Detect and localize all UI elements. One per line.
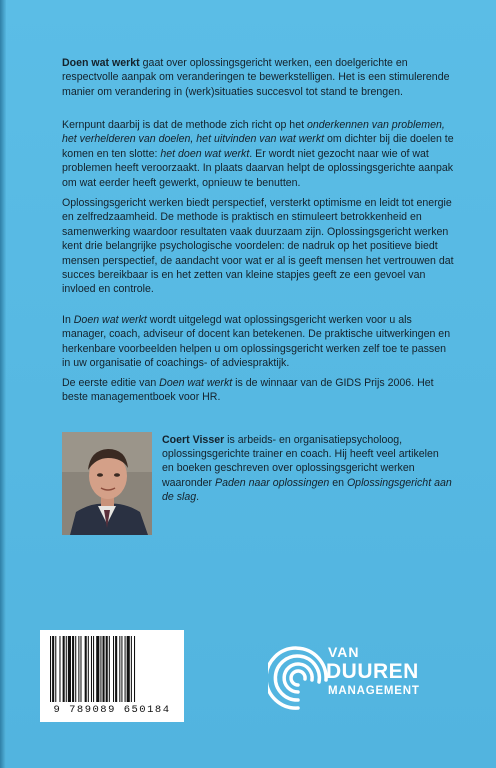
barcode-bar: [93, 636, 94, 702]
award-text-lead: De eerste editie van: [62, 377, 160, 389]
isbn-barcode: [40, 630, 184, 722]
intro-paragraph: [62, 56, 456, 99]
author-portrait-image: [62, 432, 152, 535]
barcode-bar: [121, 636, 122, 702]
book-title-bold: Doen wat werkt: [62, 57, 140, 69]
method-text-lead: Kernpunt daarbij is dat de methode zich richt op het: [62, 119, 307, 131]
barcode-bar: [50, 636, 51, 702]
barcode-bar: [91, 636, 92, 702]
barcode-bar: [52, 636, 54, 702]
intro-text: gaat over oplossingsgericht werken, een doelgerichte en respectvolle aanpak om veranderingen te bewerkstelligen. Het is een stimulerende manier om verandering in (werk)situaties succesvol tot stand te brengen.: [62, 57, 450, 98]
barcode-bar: [131, 636, 132, 702]
audience-text-tail: wordt uitgelegd wat oplossingsgericht werken voor u als manager, coach, adviseur of docent kan betekenen. De praktische uitwerkingen en herkenbare voorbeelden helpen u om oplossingsgericht werken zelf toe te passen in uw organisatie of coachings- of adviespraktijk.: [62, 314, 451, 370]
barcode-bar: [96, 636, 99, 702]
logo-management: MANAGEMENT: [328, 685, 420, 697]
barcode-bar: [75, 636, 76, 702]
author-bio: [162, 433, 452, 504]
author-bio-conj: en: [329, 476, 347, 489]
barcode-bar: [109, 636, 110, 702]
barcode-bar: [85, 636, 87, 702]
award-book-title: Doen wat werkt: [159, 377, 233, 389]
barcode-bar: [100, 636, 101, 702]
author-book-1: Paden naar oplossingen: [215, 476, 330, 489]
barcode-bar: [80, 636, 81, 702]
benefits-paragraph: Oplossingsgericht werken biedt perspectief, versterkt optimisme en leidt tot energie en zelfredzaamheid. De methode is praktisch en stimuleert betrokkenheid en samenwerking waardoor resultaten vaak duurzaam zijn. Oplossingsgericht werken kent drie belangrijke psychologische voordelen: de nadruk op het positieve biedt mensen perspectief, de aandacht voor wat er al is geeft mensen het vertrouwen dat succes bereikbaar is en het zetten van kleine stapjes geeft ze een gevoel van invloed en controle.: [62, 197, 454, 296]
method-text-italic-1: onderkennen van problemen, het verhelderen van doelen, het uitvinden van wat werkt: [62, 119, 445, 146]
barcode-bar: [127, 636, 130, 702]
isbn-number: 9 789089 650184: [53, 704, 171, 716]
barcode-bar: [119, 636, 120, 702]
logo-van: VAN: [328, 644, 360, 660]
barcode-bar: [55, 636, 56, 702]
author-name: Coert Visser: [162, 434, 225, 446]
author-bio-end: .: [196, 490, 200, 503]
award-text-tail: is de winnaar van de GIDS Prijs 2006. Het beste managementboek voor HR.: [62, 377, 434, 404]
barcode-bar: [88, 636, 89, 702]
spiral-icon: [268, 638, 330, 712]
author-book-2: Oplossingsgericht aan de slag: [162, 476, 452, 503]
barcode-bar: [59, 636, 60, 702]
method-text-italic-2: het doen wat werkt: [160, 147, 250, 160]
barcode-bar: [103, 636, 105, 702]
barcode-bar: [78, 636, 79, 702]
barcode-bar: [113, 636, 114, 702]
method-paragraph: [62, 118, 456, 190]
barcode-bar: [115, 636, 117, 702]
audience-paragraph: [62, 313, 456, 371]
barcode-bar: [66, 636, 67, 702]
method-text-mid: om dichter bij die doelen te komen en ten slotte:: [62, 133, 454, 160]
barcode-bar: [68, 636, 71, 702]
award-paragraph: [62, 376, 456, 405]
barcode-bars: [48, 636, 176, 702]
barcode-bar: [72, 636, 74, 702]
publisher-logo: [268, 638, 438, 712]
method-text-tail: . Er wordt niet gezocht naar wie of wat problemen heeft veroorzaakt. In plaats daarvan helpt de oplossingsgerichte aanpak om wat eerder heeft gewerkt, opnieuw te benutten.: [62, 147, 454, 189]
spine-edge: [0, 0, 6, 768]
audience-text-lead: In: [62, 314, 74, 326]
logo-duuren: DUUREN: [326, 660, 419, 683]
barcode-bar: [134, 636, 135, 702]
barcode-bar: [106, 636, 108, 702]
audience-book-title: Doen wat werkt: [73, 314, 147, 326]
author-bio-text: is arbeids- en organisatiepsycholoog, oplossingsgerichte trainer en coach. Hij heeft veel artikelen en boeken geschreven over oplossingsgericht werken waaronder: [162, 434, 439, 489]
author-photo: [62, 432, 152, 535]
barcode-bar: [125, 636, 126, 702]
barcode-bar: [63, 636, 65, 702]
